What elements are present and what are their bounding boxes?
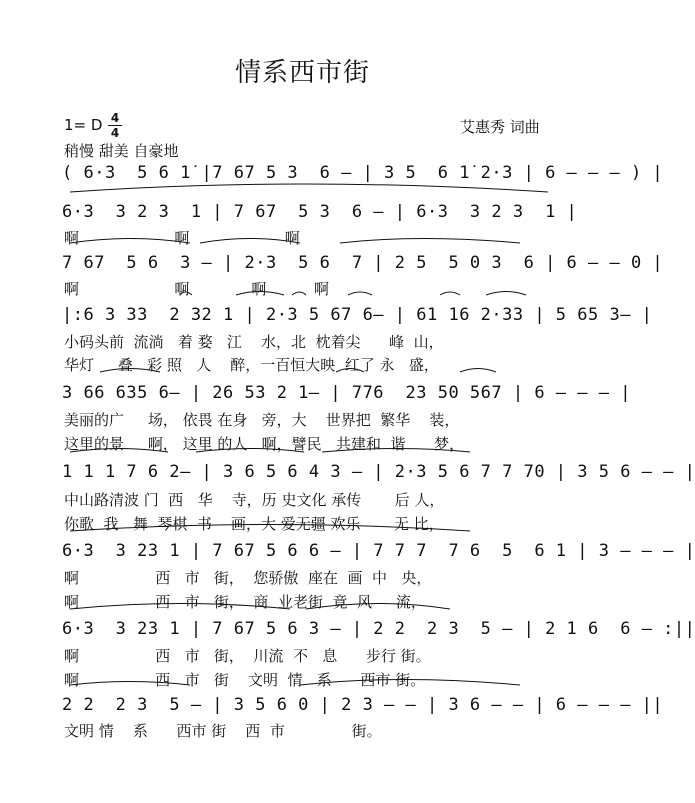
notation-line-6: 1 1 1 7 6 2– | 3 6 5 6 4 3 – | 2·3 5 6 7 7 70 | 3 5 6 – – | bbox=[62, 462, 695, 482]
tempo-marking: 稍慢 甜美 自豪地 bbox=[64, 142, 179, 160]
notation-line-9: 2 2 2 3 5 – | 3 5 6 0 | 2 3 – – | 3 6 – – | 6 – – – || bbox=[62, 695, 664, 715]
author-credit: 艾惠秀 词曲 bbox=[460, 118, 540, 136]
tie-line-4e bbox=[440, 292, 460, 295]
lyric-line-8a: 啊 西 市 街， 川流 不 息 步行 街。 bbox=[64, 647, 431, 665]
tie-line-4a bbox=[180, 292, 192, 295]
tie-line-4d bbox=[348, 292, 372, 295]
tie-line-4c bbox=[292, 292, 306, 295]
lyric-line-3a: 啊 啊 啊 啊 bbox=[64, 280, 330, 298]
slur-line-8a bbox=[70, 604, 290, 610]
key-signature: 1= D bbox=[64, 116, 103, 134]
lyric-line-8b: 啊 西 市 街 文明 情 系 西市 街。 bbox=[64, 671, 426, 689]
slur-line-5b bbox=[336, 369, 364, 373]
lyric-line-9a: 文明 情 系 西市 街 西 市 街。 bbox=[64, 722, 382, 740]
notation-line-1: ( 6·3 5 6 1̇ |7 67 5 3 6 – | 3 5 6 1̇ 2·3 | 6 – – – ) | bbox=[62, 163, 664, 183]
song-title: 情系西市街 bbox=[234, 58, 370, 88]
slur-line-3c bbox=[340, 239, 520, 244]
lyric-line-6b: 你歌 我 舞 琴棋 书 画，大 爱无疆 欢乐 无 比， bbox=[64, 515, 444, 533]
lyric-line-2a: 啊 啊 啊 bbox=[64, 229, 300, 247]
time-signature-bottom: 4 bbox=[110, 126, 120, 140]
slur-line-2 bbox=[70, 184, 548, 192]
notation-line-3: 7 67 5 6 3 – | 2·3 5 6 7 | 2 5 5 0 3 6 | 6 – – 0 | bbox=[62, 253, 664, 273]
lyric-line-5a: 美丽的广 场， 依畏 在身 旁，大 世界把 繁华 装， bbox=[64, 411, 460, 429]
lyric-line-7b: 啊 西 市 街， 商 业老街 竟 风 流， bbox=[64, 593, 426, 611]
tie-line-4b bbox=[236, 292, 284, 296]
slur-line-5c bbox=[460, 369, 496, 373]
notation-line-4: |:6 3 33 2 32 1 | 2·3 5 67 6– | 61 16 2·33 | 5 65 3– | bbox=[62, 305, 653, 325]
lyric-line-4a: 小码头前 流淌 着 婺 江 水，北 枕着尖 峰 山， bbox=[64, 333, 444, 351]
slur-line-5a bbox=[100, 369, 160, 373]
slur-line-3a bbox=[70, 239, 190, 244]
notation-line-7: 6·3 3 23 1 | 7 67 5 6 6 – | 7 7 7 7 6 5 6 1 | 3 – – – | bbox=[62, 541, 695, 561]
slur-line-6a bbox=[70, 449, 168, 453]
tie-line-4f bbox=[486, 292, 526, 296]
notation-line-2: 6·3 3 2 3 1 | 7 67 5 3 6 – | 6·3 3 2 3 1 | bbox=[62, 202, 578, 222]
lyric-line-5b: 这里的景 啊， 这里 的人 啊，譬民 共建和 谐 梦， bbox=[64, 435, 465, 453]
slur-line-9b bbox=[300, 680, 520, 686]
slur-line-9a bbox=[70, 682, 190, 686]
time-signature-top: 4 bbox=[110, 111, 120, 125]
lyric-line-6a: 中山路清波 门 西 华 寺，历 史文化 承传 后 人， bbox=[64, 491, 445, 509]
notation-line-5: 3 66 635 6– | 26 53 2 1– | 776 23 50 567 | 6 – – – | bbox=[62, 383, 631, 403]
notation-line-8: 6·3 3 23 1 | 7 67 5 6 3 – | 2 2 2 3 5 – | 2 1 6 6 – :|| bbox=[62, 619, 695, 639]
slur-line-6b bbox=[196, 449, 304, 453]
slur-line-3b bbox=[200, 239, 300, 244]
slur-line-8b bbox=[306, 604, 450, 610]
slur-line-6c bbox=[322, 449, 470, 453]
lyric-line-4b: 华灯 叠 彩 照 人 醉，一百恒大映 红了 永 盛， bbox=[64, 356, 439, 374]
lyric-line-7a: 啊 西 市 街， 您骄傲 座在 画 中 央， bbox=[64, 569, 432, 587]
slur-line-7 bbox=[70, 525, 470, 532]
